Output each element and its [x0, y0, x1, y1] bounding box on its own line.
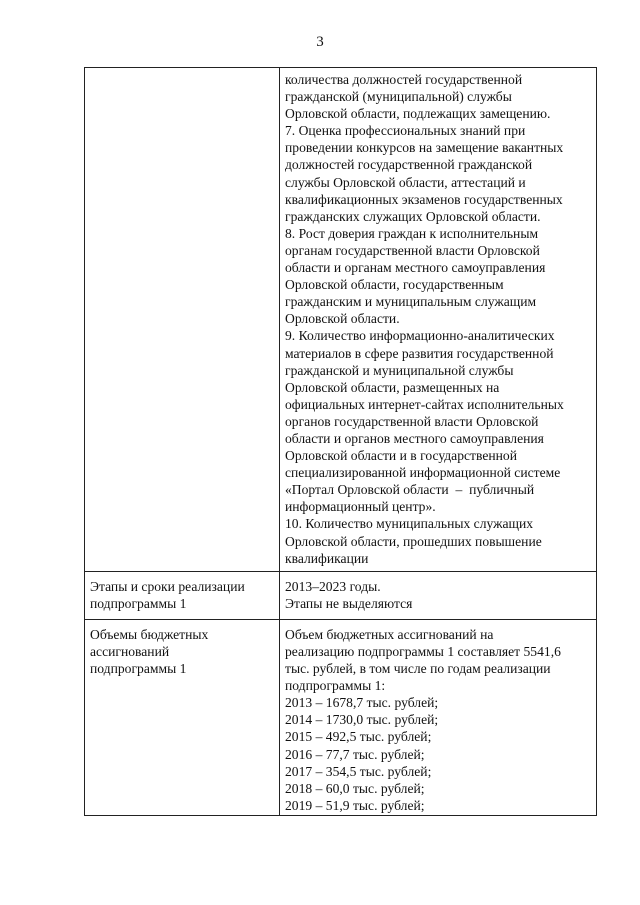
text-line: официальных интернет-сайтах исполнительных [285, 396, 564, 412]
text-line: квалификации [285, 550, 369, 566]
text-line: специализированной информационной системе [285, 465, 561, 481]
text-line: гражданским и муниципальным служащим [285, 294, 537, 310]
text-line: «Портал Орловской области – публичный [285, 482, 535, 498]
text-line: 7. Оценка профессиональных знаний при [285, 123, 526, 139]
text-line: реализацию подпрограммы 1 составляет 5541,6 [285, 644, 561, 659]
text-line: Объем бюджетных ассигнований на [285, 626, 494, 642]
text-line: подпрограммы 1 [90, 661, 187, 677]
text-line: 2013 – 1678,7 тыс. рублей; [285, 695, 439, 711]
indicators-text-cell [280, 68, 597, 572]
text-line: 9. Количество информационно-аналитических [285, 328, 555, 344]
budget-value-cell [280, 619, 597, 815]
text-line: Орловской области, размещенных на [285, 379, 500, 395]
text-line: подпрограммы 1: [285, 678, 386, 694]
text-line: гражданских служащих Орловской области. [285, 208, 541, 224]
text-line: 2014 – 1730,0 тыс. рублей; [285, 712, 439, 728]
text-line: информационный центр». [285, 499, 436, 515]
table-row-budget [85, 619, 597, 815]
text-line: службы Орловской области, аттестаций и [285, 174, 526, 190]
text-line: Орловской области, прошедших повышение [285, 533, 542, 549]
text-line: квалификационных экзаменов государственных [285, 191, 563, 207]
stages-value-cell [280, 571, 597, 619]
text-line: гражданской и муниципальной службы [285, 362, 514, 378]
stages-label-cell [85, 571, 280, 619]
text-line: Орловской области и в государственной [285, 448, 517, 464]
text-line: должностей государственной гражданской [285, 157, 533, 173]
text-line: гражданской (муниципальной) службы [285, 89, 512, 105]
left-cell-empty [85, 68, 280, 572]
text-line: 2015 – 492,5 тыс. рублей; [285, 729, 432, 745]
text-line: Объемы бюджетных [90, 626, 209, 642]
table-row-stages [85, 571, 597, 619]
text-line: 2016 – 77,7 тыс. рублей; [285, 746, 425, 762]
text-line: области и органам местного самоуправления [285, 260, 546, 276]
text-line: Орловской области. [285, 311, 400, 327]
passport-table [84, 67, 597, 816]
text-line: 8. Рост доверия граждан к исполнительным [285, 225, 539, 241]
text-line: органам государственной власти Орловской [285, 242, 540, 258]
text-line: 10. Количество муниципальных служащих [285, 516, 534, 532]
table-row-indicators-continuation [85, 68, 597, 572]
text-line: тыс. рублей, в том числе по годам реализации [285, 661, 551, 677]
text-line: Этапы не выделяются [285, 595, 413, 611]
text-line: Этапы и сроки реализации [90, 578, 245, 594]
text-line: 2018 – 60,0 тыс. рублей; [285, 780, 425, 796]
text-line: ассигнований [90, 644, 170, 659]
text-line: материалов в сфере развития государственной [285, 345, 554, 361]
text-line: области и органов местного самоуправления [285, 430, 544, 446]
text-line: количества должностей государственной [285, 72, 523, 87]
budget-label-cell [85, 619, 280, 815]
text-line: подпрограммы 1 [90, 595, 187, 611]
text-line: проведении конкурсов на замещение вакантных [285, 140, 564, 156]
text-line: 2017 – 354,5 тыс. рублей; [285, 763, 432, 779]
text-line: Орловской области, подлежащих замещению. [285, 106, 551, 122]
text-line: 2013–2023 годы. [285, 578, 381, 594]
text-line: 2019 – 51,9 тыс. рублей; [285, 797, 425, 813]
text-line: Орловской области, государственным [285, 277, 504, 293]
text-line: органов государственной власти Орловской [285, 413, 539, 429]
page-number: 3 [316, 34, 324, 50]
